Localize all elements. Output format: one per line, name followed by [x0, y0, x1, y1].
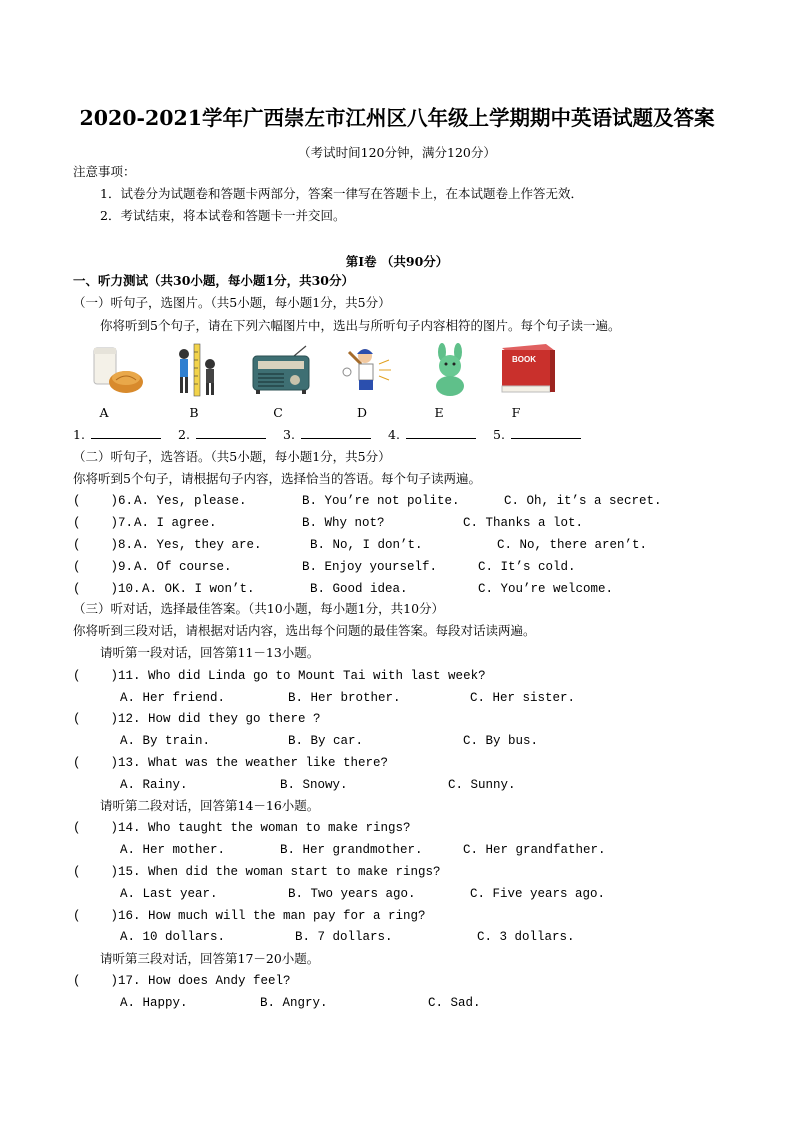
blank-number: 1. — [73, 427, 85, 442]
question-text: ( )11. Who did Linda go to Mount Tai with last week? — [73, 669, 486, 683]
answer-blank-5[interactable] — [493, 427, 581, 443]
option-b: B. Good idea. — [310, 582, 408, 596]
dialog2-heading: 请听第二段对话，回答第14－16小题。 — [100, 798, 320, 813]
dialog1-heading: 请听第一段对话，回答第11－13小题。 — [100, 645, 320, 660]
green-toy-icon — [420, 342, 482, 398]
option-a: A. Rainy. — [120, 778, 188, 792]
option-c: C. 3 dollars. — [477, 930, 575, 944]
option-c: C. Her sister. — [470, 691, 576, 705]
option-b: B. Two years ago. — [288, 887, 416, 901]
option-a: A. Yes, please. — [134, 494, 247, 508]
option-c: C. Five years ago. — [470, 887, 606, 901]
part3-instruction: 你将听到三段对话，请根据对话内容，选出每个问题的最佳答案。每段对话读两遍。 — [73, 623, 536, 638]
notice-item-1: 1．试卷分为试题卷和答题卡两部分，答案一律写在答题卡上，在本试题卷上作答无效． — [100, 186, 583, 201]
notice-item-2: 2．考试结束，将本试卷和答题卡一并交回。 — [100, 208, 346, 223]
option-c: C. Oh, it’s a secret. — [504, 494, 662, 508]
option-a: A. Last year. — [120, 887, 218, 901]
picture-label-c: C — [273, 405, 283, 420]
question-text: ( )17. How does Andy feel? — [73, 974, 291, 988]
part1-heading: （一）听句子，选图片。（共5小题，每小题1分，共5分） — [73, 295, 391, 310]
book-cover-text: BOOK — [512, 355, 536, 364]
height-measure-icon — [164, 342, 226, 398]
answer-blank-3[interactable] — [283, 427, 371, 443]
option-b: B. 7 dollars. — [295, 930, 393, 944]
question-text: ( )13. What was the weather like there? — [73, 756, 389, 770]
option-a: A. Yes, they are. — [134, 538, 262, 552]
section-heading-listening: 一、听力测试（共30小题，每小题1分，共30分） — [73, 273, 354, 288]
dialog3-heading: 请听第三段对话，回答第17－20小题。 — [100, 951, 320, 966]
option-b: B. You’re not polite. — [302, 494, 460, 508]
page-title: 2020-2021学年广西崇左市江州区八年级上学期期中英语试题及答案 — [79, 106, 715, 130]
option-c: C. Sunny. — [448, 778, 516, 792]
blank-number: 3. — [283, 427, 295, 442]
option-a: A. OK. I won’t. — [142, 582, 255, 596]
option-b: B. No, I don’t. — [310, 538, 423, 552]
volume-heading: 第Ⅰ卷 （共90分） — [345, 254, 449, 269]
option-b: B. Snowy. — [280, 778, 348, 792]
question-text: ( )12. How did they go there ? — [73, 712, 321, 726]
answer-blank-1[interactable] — [73, 427, 161, 443]
option-c: C. It’s cold. — [478, 560, 576, 574]
baseball-player-icon — [335, 342, 397, 398]
question-text: ( )14. Who taught the woman to make rings? — [73, 821, 411, 835]
picture-label-d: D — [356, 405, 368, 420]
question-number: ( )8. — [73, 538, 134, 552]
part2-instruction: 你将听到5个句子，请根据句子内容，选择恰当的答语。每个句子读两遍。 — [73, 471, 481, 486]
question-number: ( )6. — [73, 494, 134, 508]
option-c: C. You’re welcome. — [478, 582, 614, 596]
blank-number: 5. — [493, 427, 505, 442]
question-number: ( )9. — [73, 560, 134, 574]
picture-label-a: A — [99, 405, 109, 420]
option-c: C. No, there aren’t. — [497, 538, 648, 552]
notice-heading: 注意事项： — [73, 164, 136, 179]
option-a: A. I agree. — [134, 516, 217, 530]
option-a: A. Her friend. — [120, 691, 226, 705]
answer-blank-2[interactable] — [178, 427, 266, 443]
part3-heading: （三）听对话，选择最佳答案。（共10小题，每小题1分，共10分） — [73, 601, 445, 616]
question-text: ( )16. How much will the man pay for a ring? — [73, 909, 426, 923]
option-c: C. Thanks a lot. — [463, 516, 584, 530]
option-a: A. Her mother. — [120, 843, 226, 857]
question-number: ( )10. — [73, 582, 141, 596]
option-a: A. 10 dollars. — [120, 930, 226, 944]
option-b: B. Enjoy yourself. — [302, 560, 438, 574]
exam-duration-note: （考试时间120分钟，满分120分） — [298, 145, 496, 160]
question-number: ( )7. — [73, 516, 134, 530]
question-text: ( )15. When did the woman start to make rings? — [73, 865, 441, 879]
radio-icon — [250, 342, 312, 398]
picture-label-f: F — [511, 405, 521, 420]
option-b: B. Her brother. — [288, 691, 401, 705]
picture-label-e: E — [434, 405, 444, 420]
book-icon — [496, 342, 558, 398]
picture-label-b: B — [189, 405, 199, 420]
answer-blank-4[interactable] — [388, 427, 476, 443]
option-a: A. Of course. — [134, 560, 232, 574]
blank-number: 2. — [178, 427, 190, 442]
option-b: B. Why not? — [302, 516, 385, 530]
option-b: B. By car. — [288, 734, 364, 748]
option-c: C. Her grandfather. — [463, 843, 606, 857]
option-a: A. By train. — [120, 734, 211, 748]
part2-heading: （二）听句子，选答语。（共5小题，每小题1分，共5分） — [73, 449, 391, 464]
option-c: C. Sad. — [428, 996, 481, 1010]
option-b: B. Angry. — [260, 996, 328, 1010]
option-a: A. Happy. — [120, 996, 188, 1010]
option-b: B. Her grandmother. — [280, 843, 423, 857]
blank-number: 4. — [388, 427, 400, 442]
milk-bread-icon — [88, 342, 150, 398]
option-c: C. By bus. — [463, 734, 539, 748]
part1-instruction: 你将听到5个句子，请在下列六幅图片中，选出与所听句子内容相符的图片。每个句子读一遍。 — [100, 318, 621, 333]
